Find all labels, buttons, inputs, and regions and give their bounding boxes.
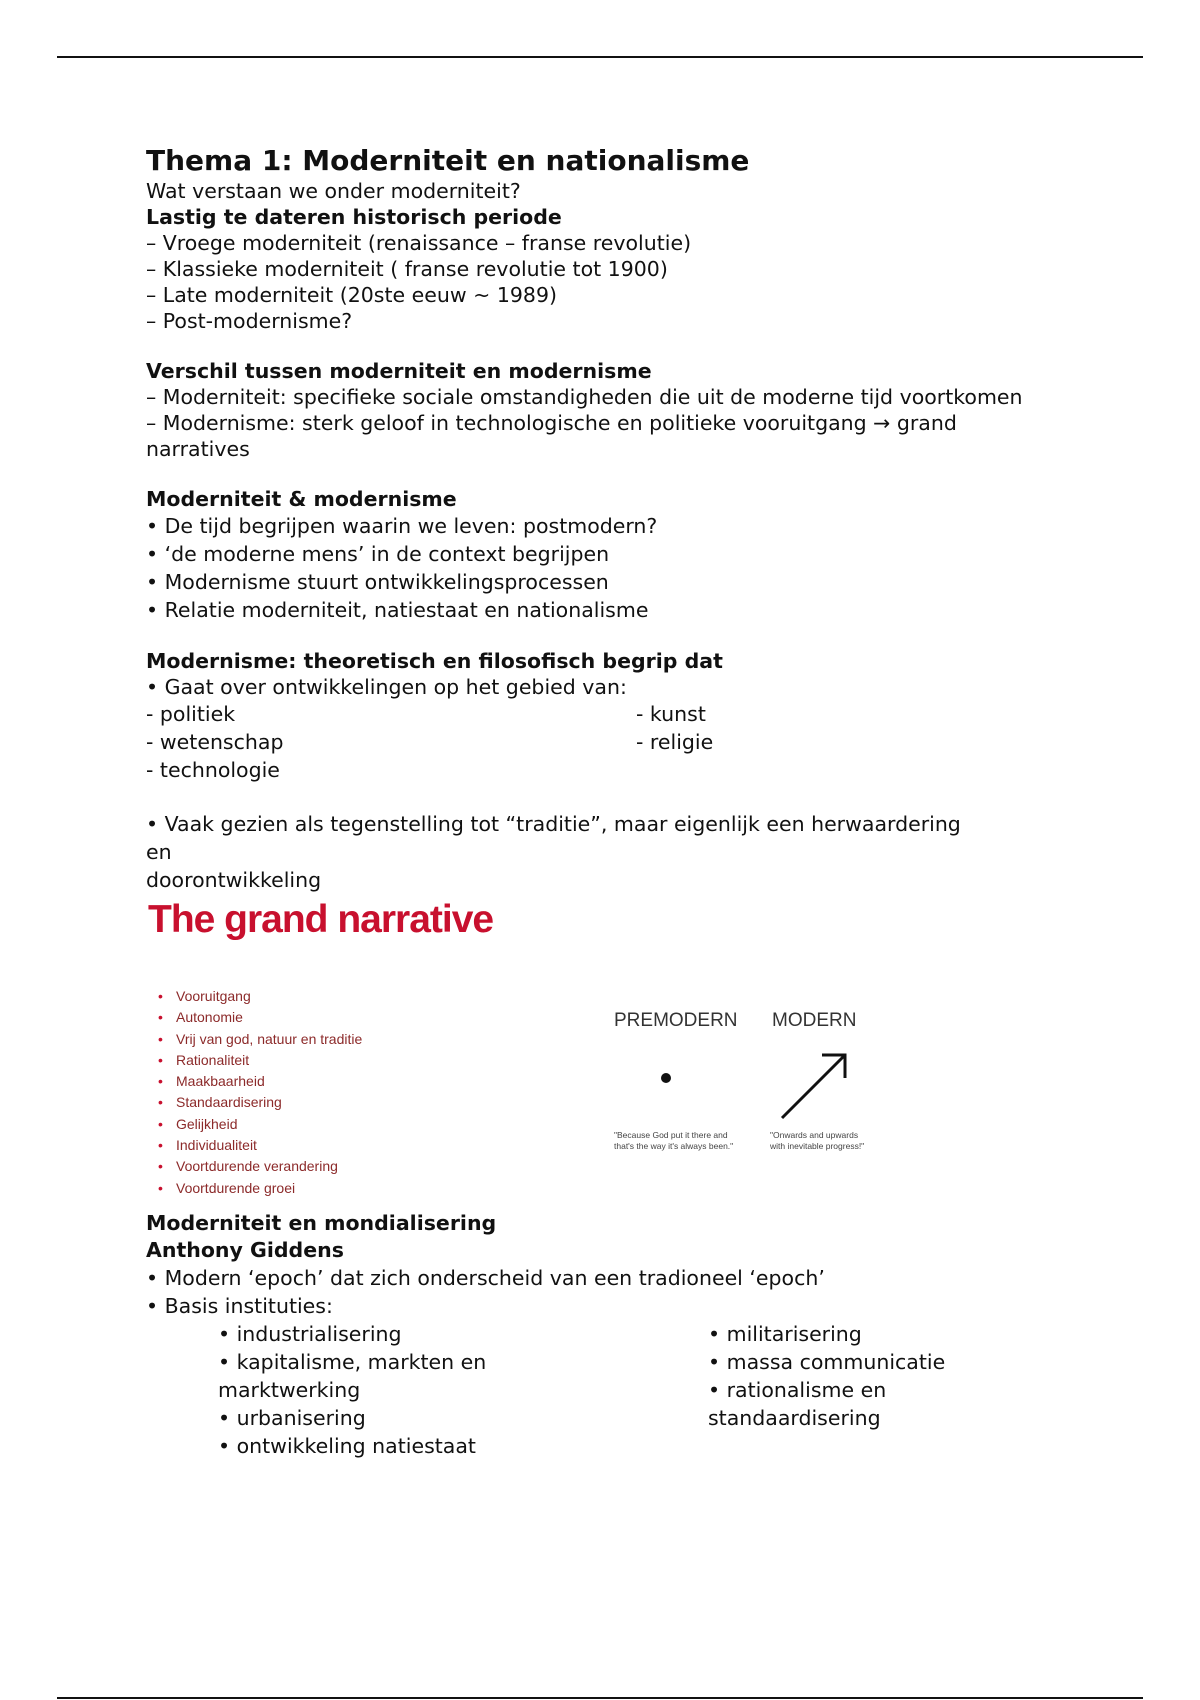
periode-item: – Vroege moderniteit (renaissance – franse revolutie) [146, 231, 692, 255]
grand-narrative-figure [146, 898, 886, 1206]
periode-heading: Lastig te dateren historisch periode [146, 205, 562, 229]
periode-item: – Late moderniteit (20ste eeuw ~ 1989) [146, 283, 558, 307]
institutie-item: • kapitalisme, markten en [218, 1350, 487, 1374]
figure-list [156, 986, 362, 1199]
domain-item: - kunst [636, 702, 706, 726]
mondialisering-item: • Basis instituties: [146, 1294, 333, 1318]
modernisme-heading: Modernisme: theoretisch en filosofisch begrip dat [146, 649, 723, 673]
institutie-item: • militarisering [708, 1322, 862, 1346]
mondialisering-heading: Moderniteit en mondialisering [146, 1211, 497, 1235]
modernisme-intro: • Gaat over ontwikkelingen op het gebied van: [146, 675, 627, 699]
dot-icon [656, 1068, 676, 1088]
periode-item: – Post-modernisme? [146, 309, 353, 333]
figure-list-item: • Maakbaarheid [156, 1071, 362, 1092]
institutie-item: marktwerking [218, 1378, 361, 1402]
premodern-caption: "Because God put it there and that's the way it's always been." [614, 1130, 734, 1151]
figure-list-item: • Vrij van god, natuur en traditie [156, 1029, 362, 1050]
domain-item: - wetenschap [146, 730, 284, 754]
bottom-rule [57, 1697, 1143, 1699]
institutie-item: • massa communicatie [708, 1350, 946, 1374]
modernisme-note: • Vaak gezien als tegenstelling tot “traditie”, maar eigenlijk een herwaardering [146, 812, 961, 836]
modernisme-note: doorontwikkeling [146, 868, 322, 892]
institutie-item: • ontwikkeling natiestaat [218, 1434, 476, 1458]
figure-list-item: • Gelijkheid [156, 1114, 362, 1135]
domain-item: - religie [636, 730, 714, 754]
page-title: Thema 1: Moderniteit en nationalisme [146, 144, 750, 177]
modmod-item: • De tijd begrijpen waarin we leven: postmodern? [146, 514, 658, 538]
figure-list-item: • Voortdurende groei [156, 1178, 362, 1199]
institutie-item: • industrialisering [218, 1322, 402, 1346]
arrow-up-right-icon [776, 1046, 856, 1126]
modmod-heading: Moderniteit & modernisme [146, 487, 457, 511]
verschil-item: – Moderniteit: specifieke sociale omstandigheden die uit de moderne tijd voortkomen [146, 385, 1023, 409]
modmod-item: • ‘de moderne mens’ in de context begrijpen [146, 542, 610, 566]
modmod-item: • Relatie moderniteit, natiestaat en nationalisme [146, 598, 649, 622]
document-body [146, 144, 1046, 1470]
top-rule [57, 56, 1143, 58]
figure-list-item: • Rationaliteit [156, 1050, 362, 1071]
domain-item: - technologie [146, 758, 280, 782]
figure-list-item: • Vooruitgang [156, 986, 362, 1007]
premodern-label: PREMODERN [614, 1010, 738, 1031]
figure-list-item: • Voortdurende verandering [156, 1156, 362, 1177]
institutie-item: • rationalisme en [708, 1378, 887, 1402]
periode-item: – Klassieke moderniteit ( franse revolutie tot 1900) [146, 257, 668, 281]
instituties-columns [146, 1320, 1046, 1470]
figure-list-item: • Individualiteit [156, 1135, 362, 1156]
figure-title: The grand narrative [148, 898, 494, 941]
modern-caption: "Onwards and upwards with inevitable progress!" [770, 1130, 865, 1151]
intro-question: Wat verstaan we onder moderniteit? [146, 179, 521, 203]
modern-label: MODERN [772, 1010, 857, 1031]
institutie-item: • urbanisering [218, 1406, 366, 1430]
figure-list-item: • Autonomie [156, 1007, 362, 1028]
modernisme-note: en [146, 840, 172, 864]
institutie-item: standaardisering [708, 1406, 881, 1430]
mondialisering-item: • Modern ‘epoch’ dat zich onderscheid van een tradioneel ‘epoch’ [146, 1266, 825, 1290]
verschil-item: – Modernisme: sterk geloof in technologische en politieke vooruitgang → grand narratives [146, 411, 957, 461]
modmod-item: • Modernisme stuurt ontwikkelingsprocessen [146, 570, 609, 594]
verschil-heading: Verschil tussen moderniteit en modernisme [146, 359, 652, 383]
figure-list-item: • Standaardisering [156, 1092, 362, 1113]
domain-item: - politiek [146, 702, 236, 726]
author-name: Anthony Giddens [146, 1238, 344, 1262]
modernisme-domains [146, 700, 1046, 784]
